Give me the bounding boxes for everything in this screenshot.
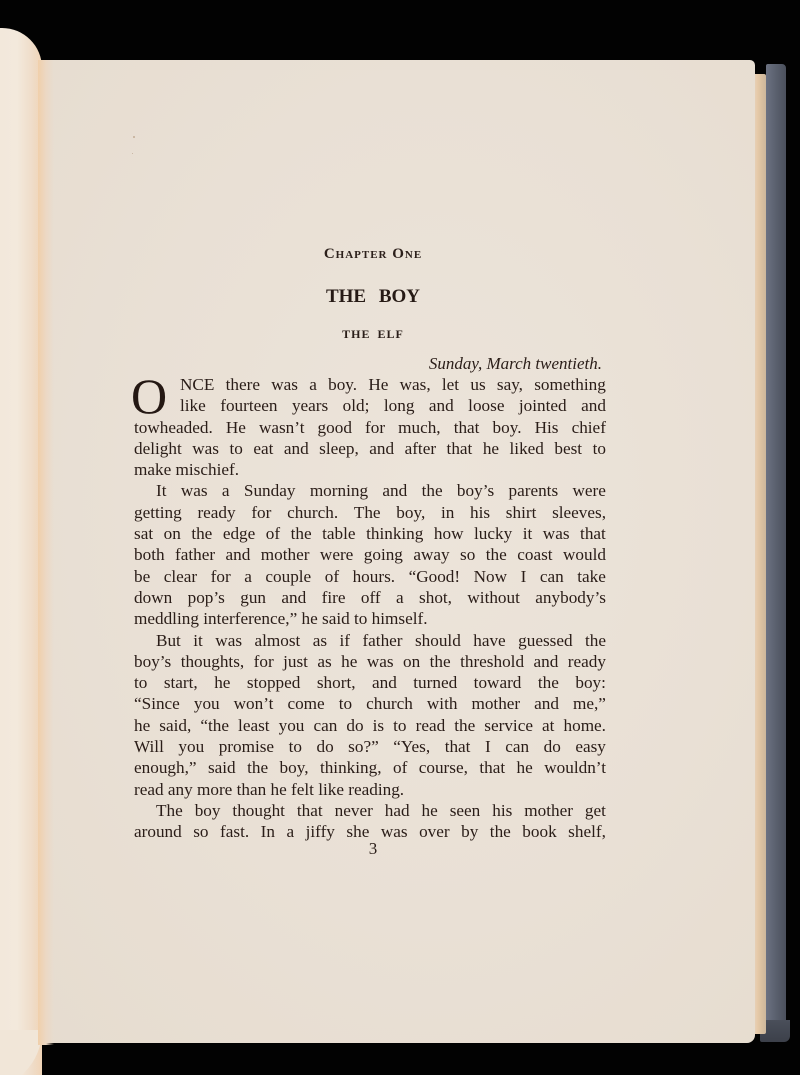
text-line: around so fast. In a jiffy she was over by the book shelf, xyxy=(134,822,606,842)
text-line: getting ready for church. The boy, in his shirt sleeves, xyxy=(134,502,606,522)
text-line: make mischief. xyxy=(134,460,239,480)
text-line: to start, he stopped short, and turned toward the boy: xyxy=(134,673,606,693)
paper-speck xyxy=(133,136,135,138)
drop-cap: O xyxy=(131,368,168,424)
text-line: NCE there was a boy. He was, let us say, something xyxy=(180,375,606,394)
text-line: meddling interference,” he said to himself. xyxy=(134,609,428,629)
text-line: both father and mother were going away so the coast would xyxy=(134,545,606,565)
section-title: THE ELF xyxy=(342,327,404,341)
text-line: read any more than he felt like reading. xyxy=(134,779,405,799)
text-line: towheaded. He wasn’t good for much, that boy. His chief xyxy=(134,417,606,437)
chapter-title: THE BOY xyxy=(325,286,421,307)
text-line: down pop’s gun and fire off a shot, without anybody’s xyxy=(134,587,606,607)
text-line: enough,” said the boy, thinking, of course, that he wouldn’t xyxy=(134,758,606,778)
dateline: Sunday, March twentieth. xyxy=(428,354,602,373)
text-line: But it was almost as if father should have guessed the xyxy=(156,630,606,650)
body-text xyxy=(131,368,606,843)
chapter-label: Chapter One xyxy=(323,246,423,262)
text-lines xyxy=(134,374,606,843)
text-line: It was a Sunday morning and the boy’s parents were xyxy=(156,481,606,501)
text-line: he said, “the least you can do is to read the service at home. xyxy=(134,715,606,735)
left-page xyxy=(0,28,42,1075)
text-line: “Since you won’t come to church with mother and me,” xyxy=(134,694,606,714)
gutter-shadow xyxy=(38,60,54,1045)
book-cover-edge xyxy=(766,64,786,1024)
text-line: boy’s thoughts, for just as he was on the threshold and ready xyxy=(134,651,606,671)
text-line: Will you promise to do so?” “Yes, that I can do easy xyxy=(134,737,606,757)
text-line: The boy thought that never had he seen his mother get xyxy=(156,800,606,820)
paper-speck xyxy=(132,153,133,154)
page-number: 3 xyxy=(368,839,378,858)
text-line: sat on the edge of the table thinking how lucky it was that xyxy=(134,524,606,544)
text-line: delight was to eat and sleep, and after that he liked best to xyxy=(134,438,606,458)
text-line: like fourteen years old; long and loose jointed and xyxy=(180,396,606,416)
text-line: be clear for a couple of hours. “Good! Now I can take xyxy=(134,566,606,586)
